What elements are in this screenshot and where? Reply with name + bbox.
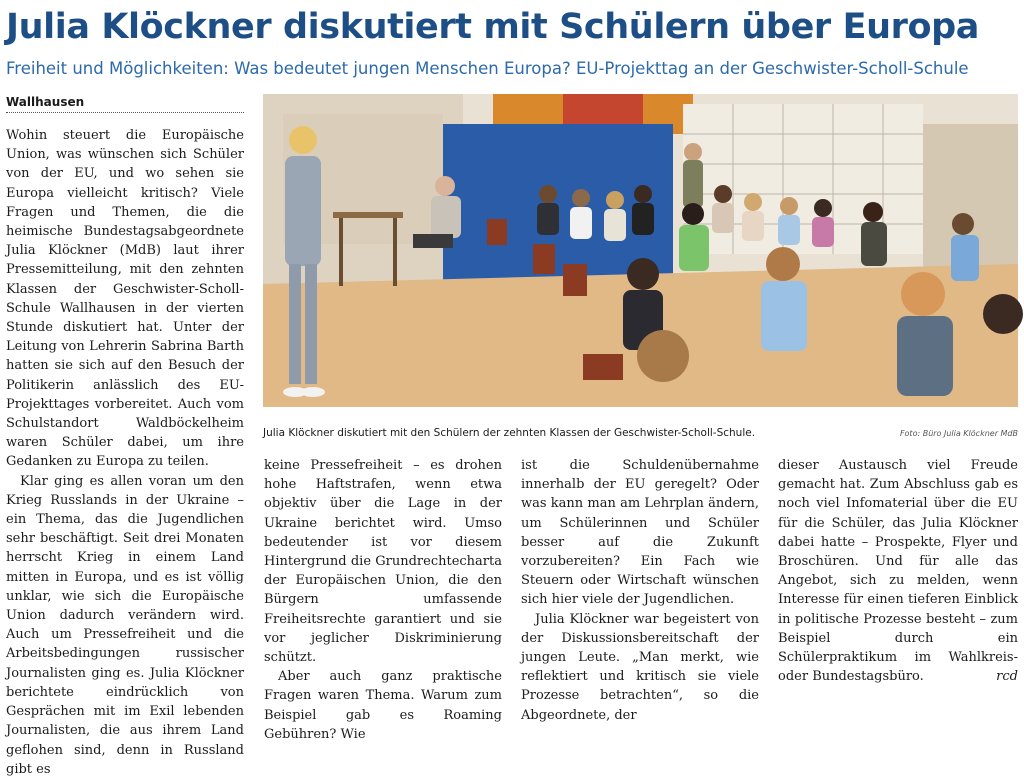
paragraph-7: dieser Austausch viel Freude gemacht hat. Zum Abschluss gab es noch viel Infomaterial über die EU für die Schüler, das Julia Klöckner dabei hatte – Prospekte, Flyer und Broschüren. Und für alle das Angebot, sich zu melden, wenn Interesse für einen tieferen Einblick in politische Prozesse besteht – zum Beispiel durch ein Schülerpraktikum im Wahlkreis- oder Bundestagsbüro. — [778, 458, 1018, 685]
paragraph-3: keine Pressefreiheit – es drohen hohe Haftstrafen, wenn etwa objektiv über die Lage in der Ukraine berichtet wird. Umso bedeutender ist vor diesem Hintergrund die Grundrechtecharta der Europäischen Union, die den Bürgern umfassende Freiheitsrechte garantiert und sie vor jeglicher Diskriminierung schützt. — [264, 458, 502, 666]
photo-credit: Foto: Büro Julia Klöckner MdB — [899, 429, 1018, 438]
article-column-1 — [6, 126, 244, 777]
paragraph-6: Julia Klöckner war begeistert von der Diskussionsbereitschaft der jungen Leute. „Man merkt, wie reflektiert und kritisch sie viele Prozesse betrachten“, so die Abgeordnete, der — [521, 611, 759, 723]
paragraph-5: ist die Schuldenübernahme innerhalb der EU geregelt? Oder was kann man am Lehrplan ändern, um Schülerinnen und Schüler besser auf die Zukunft vorzubereiten? Ein Fach wie Steuern oder Wirtschaft wünschen sich hier viele der Jugendlichen. — [521, 458, 759, 608]
dateline: Wallhausen — [6, 94, 244, 113]
paragraph-1: Wohin steuert die Europäische Union, was wünschen sich Schüler von der EU, und wo sehen sie Europa vielleicht kritisch? Viele Fragen und Themen, die die heimische Bundestagsabgeordnete Julia Klöckner (MdB) laut ihrer Pressemitteilung, mit den zehnten Klassen der Geschwister-Scholl-Schule Wallhausen in der vierten Stunde diskutiert hat. Unter der Leitung von Lehrerin Sabrina Barth hatten sie sich auf den Besuch der Politikerin anlässlich des EU-Projekttages vorbereitet. Auch vom Schulstandort Waldböckelheim waren Schüler dabei, um ihre Gedanken zu Europa zu teilen. — [6, 128, 244, 470]
article-photo — [263, 94, 1018, 407]
article-column-4 — [778, 456, 1018, 685]
paragraph-4: Aber auch ganz praktische Fragen waren Thema. Warum zum Beispiel gab es Roaming Gebühren? Wie — [264, 669, 502, 742]
article-column-2 — [264, 456, 502, 742]
paragraph-2: Klar ging es allen voran um den Krieg Russlands in der Ukraine – ein Thema, das die Jugendlichen sehr beschäftigt. Seit drei Monaten herrscht Krieg in einem Land mitten in Europa, und es ist völlig unklar, wie sich die Europäische Union dadurch verändern wird. Auch um Pressefreiheit und die Arbeitsbedingungen russischer Journalisten ging es. Julia Klöckner berichtete eindrücklich von Gesprächen mit im Exil lebenden Journalisten, die aus ihrem Land geflohen sind, denn in Russland gibt es — [6, 473, 244, 777]
headline: Julia Klöckner diskutiert mit Schülern über Europa — [6, 7, 979, 47]
subheadline: Freiheit und Möglichkeiten: Was bedeutet jungen Menschen Europa? EU-Projekttag an der Geschwister-Scholl-Schule — [6, 59, 969, 78]
author-signature: rcd — [996, 669, 1018, 685]
article-column-3 — [521, 456, 759, 723]
photo-caption: Julia Klöckner diskutiert mit den Schülern der zehnten Klassen der Geschwister-Scholl-Schule. — [263, 427, 756, 439]
